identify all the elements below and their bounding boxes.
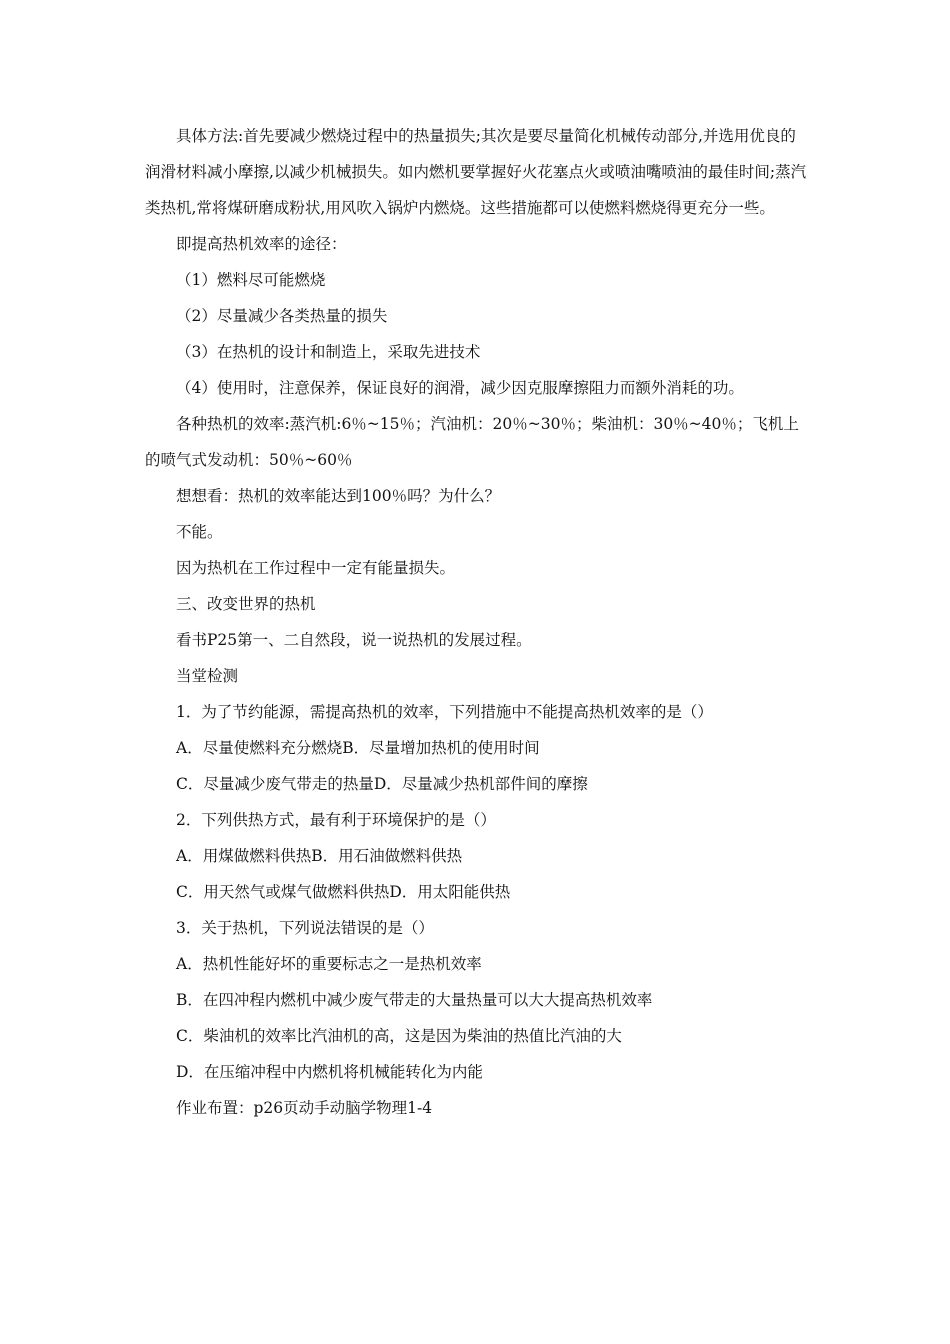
paragraph-way-3: （3）在热机的设计和制造上，采取先进技术 [176, 343, 481, 361]
quiz-question-2: 2．下列供热方式，最有利于环境保护的是（） [176, 811, 496, 829]
quiz-3-option-a: A．热机性能好坏的重要标志之一是热机效率 [176, 955, 482, 973]
paragraph-question: 想想看：热机的效率能达到100％吗？为什么？ [176, 487, 501, 505]
document-body [145, 118, 810, 1126]
quiz-2-options-cd: C．用天然气或煤气做燃料供热D．用太阳能供热 [176, 883, 511, 901]
paragraph-efficiencies: 各种热机的效率:蒸汽机:6％~15％；汽油机：20％~30％；柴油机：30％~40％；飞机上的喷气式发动机：50％~60％ [145, 415, 799, 469]
quiz-question-1: 1．为了节约能源，需提高热机的效率，下列措施中不能提高热机效率的是（） [176, 703, 713, 721]
quiz-2-options-ab: A．用煤做燃料供热B．用石油做燃料供热 [176, 847, 463, 865]
paragraph-answer: 不能。 [176, 523, 223, 541]
quiz-1-options-ab: A．尽量使燃料充分燃烧B．尽量增加热机的使用时间 [176, 739, 540, 757]
paragraph-reading-task: 看书P25第一、二自然段，说一说热机的发展过程。 [176, 631, 532, 649]
section-heading-3: 三、改变世界的热机 [176, 595, 316, 613]
quiz-3-option-b: B．在四冲程内燃机中减少废气带走的大量热量可以大大提高热机效率 [176, 991, 653, 1009]
quiz-3-option-d: D．在压缩冲程中内燃机将机械能转化为内能 [176, 1063, 483, 1081]
paragraph-method: 具体方法:首先要减少燃烧过程中的热量损失;其次是要尽量简化机械传动部分,并选用优良的润滑材料减小摩擦,以减少机械损失。如内燃机要掌握好火花塞点火或喷油嘴喷油的最佳时间;蒸汽类热机,常将煤研磨成粉状,用风吹入锅炉内燃烧。这些措施都可以使燃料燃烧得更充分一些。 [145, 127, 807, 217]
quiz-1-options-cd: C．尽量减少废气带走的热量D．尽量减少热机部件间的摩擦 [176, 775, 588, 793]
quiz-3-option-c: C．柴油机的效率比汽油机的高，这是因为柴油的热值比汽油的大 [176, 1027, 622, 1045]
paragraph-reason: 因为热机在工作过程中一定有能量损失。 [176, 559, 456, 577]
paragraph-ways-heading: 即提高热机效率的途径： [176, 235, 347, 253]
quiz-question-3: 3．关于热机，下列说法错误的是（） [176, 919, 434, 937]
paragraph-way-1: （1）燃料尽可能燃烧 [176, 271, 326, 289]
homework-assignment: 作业布置：p26页动手动脑学物理1-4 [176, 1099, 433, 1117]
section-heading-quiz: 当堂检测 [176, 667, 239, 685]
paragraph-way-4: （4）使用时，注意保养，保证良好的润滑，减少因克服摩擦阻力而额外消耗的功。 [176, 379, 744, 397]
paragraph-way-2: （2）尽量减少各类热量的损失 [176, 307, 388, 325]
